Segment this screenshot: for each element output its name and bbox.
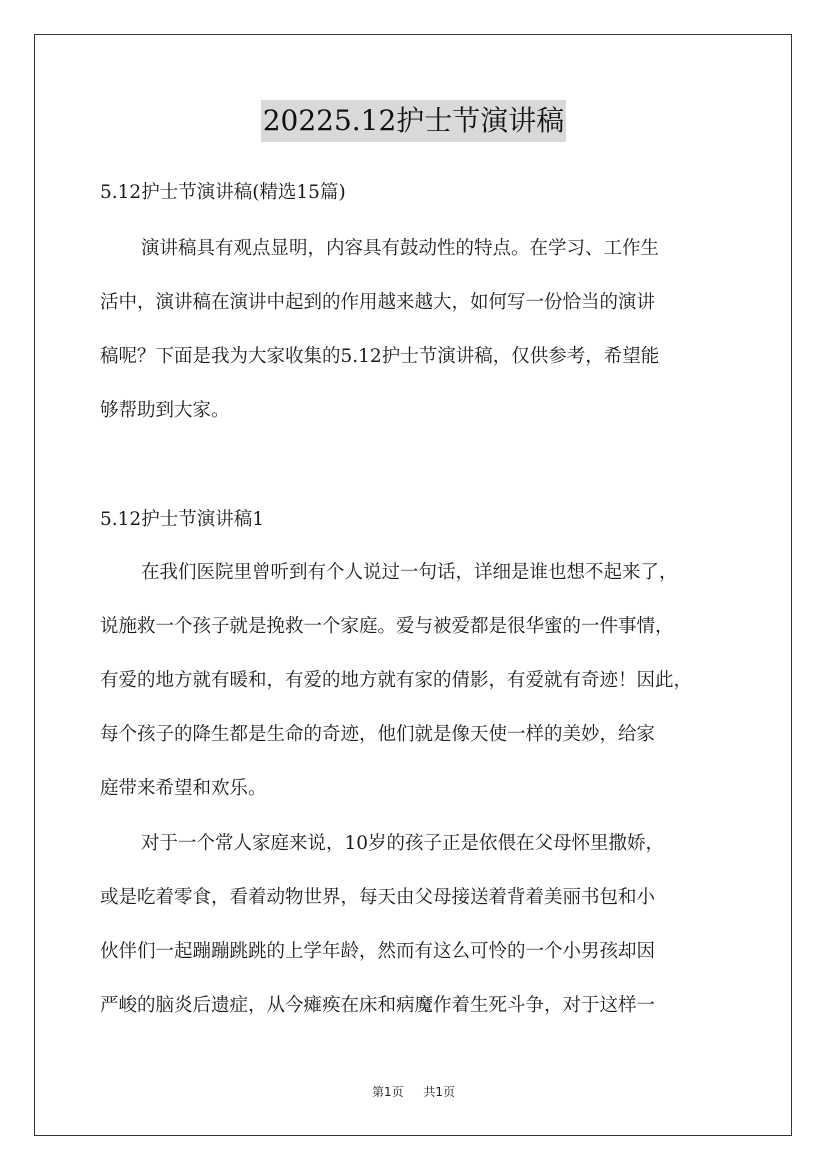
paragraph-line: 庭带来希望和欢乐。 (100, 778, 267, 799)
paragraph-line: 伙伴们一起蹦蹦跳跳的上学年龄，然而有这么可怜的一个小男孩却因 (100, 941, 656, 962)
paragraph-line: 稿呢？下面是我为大家收集的5.12护士节演讲稿，仅供参考，希望能 (100, 346, 660, 367)
paragraph-line: 在我们医院里曾听到有个人说过一句话，详细是谁也想不起来了， (141, 562, 678, 583)
page-total: 共1页 (423, 1085, 455, 1099)
title-wrap (0, 100, 827, 142)
paragraph-line: 活中，演讲稿在演讲中起到的作用越来越大，如何写一份恰当的演讲 (100, 292, 656, 313)
paragraph-line: 对于一个常人家庭来说，10岁的孩子正是依偎在父母怀里撒娇， (141, 833, 665, 854)
section-heading: 5.12护士节演讲稿1 (100, 509, 264, 530)
paragraph-line: 每个孩子的降生都是生命的奇迹，他们就是像天使一样的美妙，给家 (100, 724, 656, 745)
paragraph-line: 说施救一个孩子就是挽救一个家庭。爱与被爱都是很华蜜的一件事情， (100, 616, 674, 637)
page-number: 第1页 (372, 1085, 404, 1099)
page-footer (0, 1084, 827, 1100)
subtitle-line: 5.12护士节演讲稿(精选15篇) (100, 182, 346, 203)
paragraph-line: 或是吃着零食，看着动物世界，每天由父母接送着背着美丽书包和小 (100, 887, 656, 908)
paragraph-line: 演讲稿具有观点显明，内容具有鼓动性的特点。在学习、工作生 (141, 238, 660, 259)
paragraph-line: 有爱的地方就有暖和，有爱的地方就有家的倩影，有爱就有奇迹！因此， (100, 670, 693, 691)
paragraph-line: 够帮助到大家。 (100, 400, 230, 421)
paragraph-line: 严峻的脑炎后遗症，从今瘫痪在床和病魔作着生死斗争，对于这样一 (100, 995, 656, 1016)
document-title: 20225.12护士节演讲稿 (261, 100, 567, 142)
